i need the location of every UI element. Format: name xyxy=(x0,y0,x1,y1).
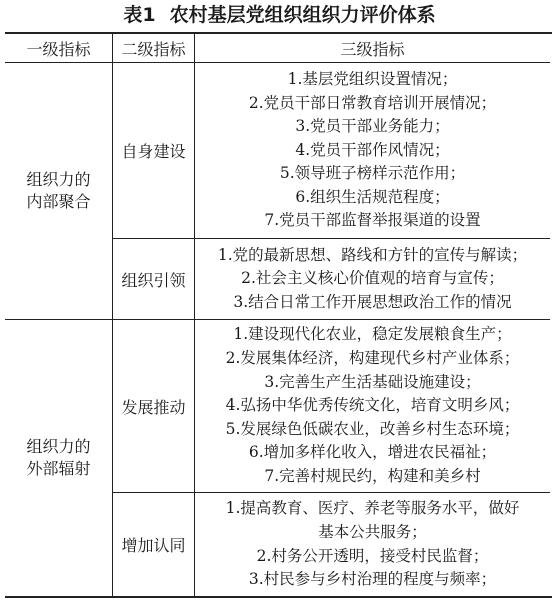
level1-line: 组织力的 xyxy=(26,170,91,189)
level3-list xyxy=(195,239,550,319)
list-item: 5.发展绿色低碳农业，改善乡村生态环境； xyxy=(225,419,520,438)
list-item: 3.党员干部业务能力； xyxy=(295,117,450,136)
list-item: 5.领导班子榜样示范作用； xyxy=(279,164,466,183)
list-item: 3.结合日常工作开展思想政治工作的情况 xyxy=(233,292,512,311)
level2-increase-recognition: 增加认同 xyxy=(121,536,186,555)
table-title-text: 农村基层党组织组织力评价体系 xyxy=(169,4,436,26)
list-item: 基本公共服务； xyxy=(318,522,427,541)
list-item: 7.完善村规民约，构建和美乡村 xyxy=(264,466,481,485)
level1-line: 外部辐射 xyxy=(26,459,91,478)
list-item: 1.基层党组织设置情况； xyxy=(287,69,458,88)
level1-internal xyxy=(5,63,112,319)
list-item: 1.提高教育、医疗、养老等服务水平，做好 xyxy=(225,499,520,518)
list-item: 2.发展集体经济，构建现代乡村产业体系； xyxy=(225,349,520,368)
list-item: 4.弘扬中华优秀传统文化，培育文明乡风； xyxy=(225,396,520,415)
table-title xyxy=(0,0,559,30)
list-item: 1.党的最新思想、路线和方针的宣传与解读； xyxy=(217,245,528,264)
list-item: 1.建设现代化农业，稳定发展粮食生产； xyxy=(233,325,512,344)
list-item: 7.党员干部监督举报渠道的设置 xyxy=(264,211,481,230)
header-level3: 三级指标 xyxy=(340,39,405,59)
list-item: 6.增加多样化收入，增进农民福祉； xyxy=(248,443,497,462)
level3-list xyxy=(195,63,550,238)
level2-organizational-guidance: 组织引领 xyxy=(121,270,186,290)
list-item: 2.党员干部日常教育培训开展情况； xyxy=(248,93,497,112)
level1-line: 组织力的 xyxy=(26,437,91,456)
level2-development-promotion: 发展推动 xyxy=(121,397,186,417)
evaluation-table xyxy=(5,32,552,598)
list-item: 3.完善生产生活基础设施建设； xyxy=(264,372,481,391)
table-number: 表1 xyxy=(123,4,156,26)
level1-external xyxy=(5,320,112,596)
level1-line: 内部聚合 xyxy=(26,192,91,211)
level3-list xyxy=(195,320,550,492)
header-level1: 一级指标 xyxy=(26,39,91,59)
header-level2: 二级指标 xyxy=(121,39,186,59)
level2-self-construction: 自身建设 xyxy=(121,142,186,161)
list-item: 3.村民参与乡村治理的程度与频率； xyxy=(248,570,497,589)
list-item: 2.社会主义核心价值观的培育与宣传； xyxy=(241,269,504,288)
list-item: 2.村务公开透明，接受村民监督； xyxy=(256,546,489,565)
list-item: 4.党员干部作风情况； xyxy=(295,140,450,159)
level3-list xyxy=(195,493,550,596)
list-item: 6.组织生活规范程度； xyxy=(295,187,450,206)
